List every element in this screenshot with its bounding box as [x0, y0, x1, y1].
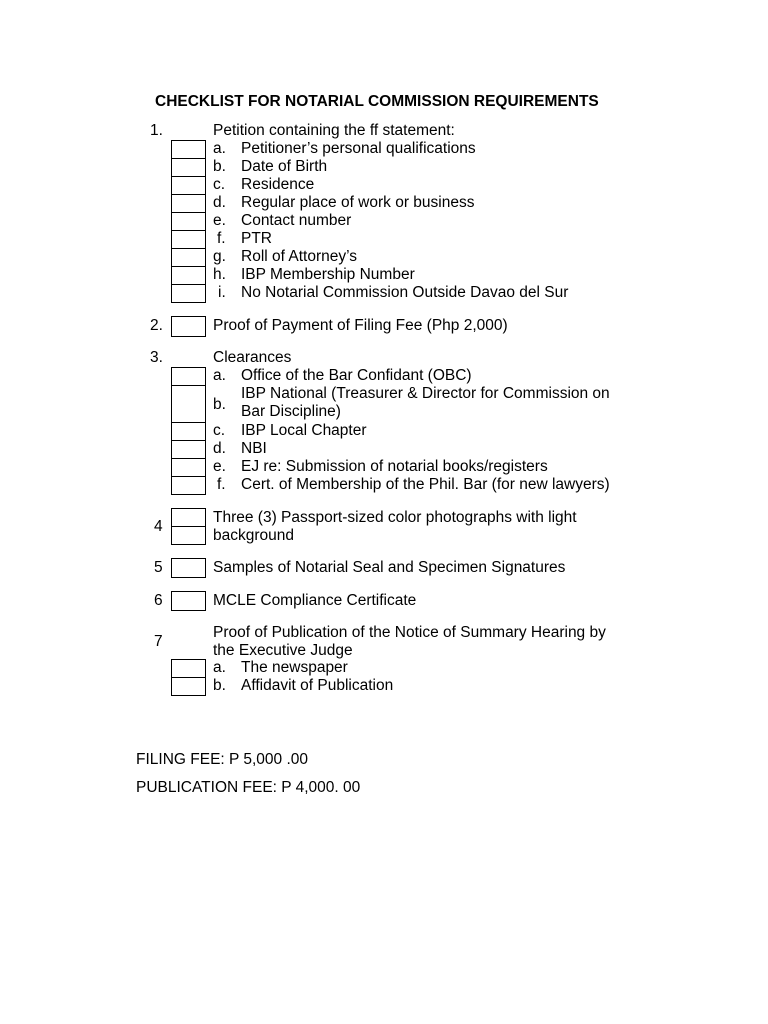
checkbox-1f[interactable]	[171, 230, 206, 249]
checkbox-1d[interactable]	[171, 194, 206, 213]
checkbox-3f[interactable]	[171, 476, 206, 495]
item-5-number: 5	[154, 559, 163, 576]
item-1-heading: Petition containing the ff statement:	[213, 122, 455, 139]
checkbox-1g[interactable]	[171, 248, 206, 267]
item-4-text-line1: Three (3) Passport-sized color photographs with light	[213, 509, 577, 526]
checkbox-1c[interactable]	[171, 176, 206, 195]
page-title: CHECKLIST FOR NOTARIAL COMMISSION REQUIREMENTS	[155, 93, 599, 110]
checkbox-5[interactable]	[171, 558, 206, 578]
item-7-number: 7	[154, 633, 163, 650]
item-letter: f.	[217, 230, 226, 247]
checkbox-1b[interactable]	[171, 158, 206, 177]
checkbox-1i[interactable]	[171, 284, 206, 303]
item-6-text: MCLE Compliance Certificate	[213, 592, 417, 609]
list-item	[213, 266, 415, 284]
item-letter: h.	[213, 266, 226, 283]
item-letter: b.	[213, 677, 226, 694]
item-text: IBP Local Chapter	[241, 422, 367, 439]
item-letter: e.	[213, 458, 226, 475]
checkbox-2[interactable]	[171, 316, 206, 337]
checkbox-6[interactable]	[171, 591, 206, 611]
item-letter: e.	[213, 212, 226, 229]
item-text: Office of the Bar Confidant (OBC)	[241, 367, 472, 384]
item-6-number: 6	[154, 592, 163, 609]
checkbox-1h[interactable]	[171, 266, 206, 285]
item-text: Petitioner’s personal qualifications	[241, 140, 476, 157]
item-2-text: Proof of Payment of Filing Fee (Php 2,000)	[213, 317, 508, 334]
list-item	[213, 422, 367, 440]
item-text: The newspaper	[241, 659, 348, 676]
item-text: Contact number	[241, 212, 352, 229]
list-item	[213, 367, 472, 385]
checkbox-1e[interactable]	[171, 212, 206, 231]
list-item	[213, 440, 267, 458]
item-letter: g.	[213, 248, 226, 265]
item-letter: a.	[213, 659, 226, 676]
list-item	[213, 284, 568, 302]
checkbox-7a[interactable]	[171, 659, 206, 678]
item-letter: f.	[217, 476, 226, 493]
item-text: No Notarial Commission Outside Davao del Sur	[241, 284, 569, 301]
item-letter: c.	[213, 176, 226, 193]
item-4-number: 4	[154, 518, 163, 535]
list-item	[213, 659, 348, 677]
list-item	[213, 677, 393, 695]
list-item	[213, 476, 610, 494]
item-text: Cert. of Membership of the Phil. Bar (for new lawyers)	[241, 476, 610, 493]
item-letter: b.	[213, 396, 226, 413]
item-text: PTR	[241, 230, 272, 247]
item-letter: a.	[213, 367, 226, 384]
list-item	[213, 158, 327, 176]
item-7-text-line1: Proof of Publication of the Notice of Summary Hearing by	[213, 624, 606, 641]
list-item	[213, 248, 357, 266]
item-text: Date of Birth	[241, 158, 328, 175]
item-text: Residence	[241, 176, 315, 193]
checkbox-3c[interactable]	[171, 422, 206, 441]
checkbox-3e[interactable]	[171, 458, 206, 477]
item-2-number: 2.	[150, 317, 163, 334]
item-text: EJ re: Submission of notarial books/registers	[241, 458, 548, 475]
item-text: NBI	[241, 440, 267, 457]
checkbox-3b[interactable]	[171, 385, 206, 423]
item-3-number: 3.	[150, 349, 163, 366]
item-1-number: 1.	[150, 122, 163, 139]
item-letter: b.	[213, 158, 226, 175]
list-item	[213, 230, 272, 248]
checkbox-4b[interactable]	[171, 526, 206, 545]
list-item	[213, 212, 351, 230]
checkbox-3d[interactable]	[171, 440, 206, 459]
item-7-text-line2: the Executive Judge	[213, 642, 353, 659]
list-item	[213, 458, 548, 476]
checkbox-4a[interactable]	[171, 508, 206, 527]
item-letter: c.	[213, 422, 226, 439]
filing-fee: FILING FEE: P 5,000 .00	[136, 751, 309, 768]
item-text: Roll of Attorney’s	[241, 248, 358, 265]
item-letter: d.	[213, 440, 226, 457]
list-item	[213, 176, 314, 194]
checkbox-7b[interactable]	[171, 677, 206, 696]
item-letter: a.	[213, 140, 226, 157]
item-letter: i.	[218, 284, 226, 301]
item-text-line2: Bar Discipline)	[241, 403, 341, 420]
checkbox-3a[interactable]	[171, 367, 206, 386]
publication-fee: PUBLICATION FEE: P 4,000. 00	[136, 779, 361, 796]
item-text: Affidavit of Publication	[241, 677, 394, 694]
item-4-text-line2: background	[213, 527, 295, 544]
item-text-line1: IBP National (Treasurer & Director for Commission on	[241, 385, 610, 402]
checkbox-1a[interactable]	[171, 140, 206, 159]
item-3-heading: Clearances	[213, 349, 292, 366]
list-item	[213, 140, 476, 158]
list-item	[213, 194, 474, 212]
item-text: IBP Membership Number	[241, 266, 415, 283]
item-5-text: Samples of Notarial Seal and Specimen Signatures	[213, 559, 566, 576]
item-letter: d.	[213, 194, 226, 211]
item-text: Regular place of work or business	[241, 194, 475, 211]
